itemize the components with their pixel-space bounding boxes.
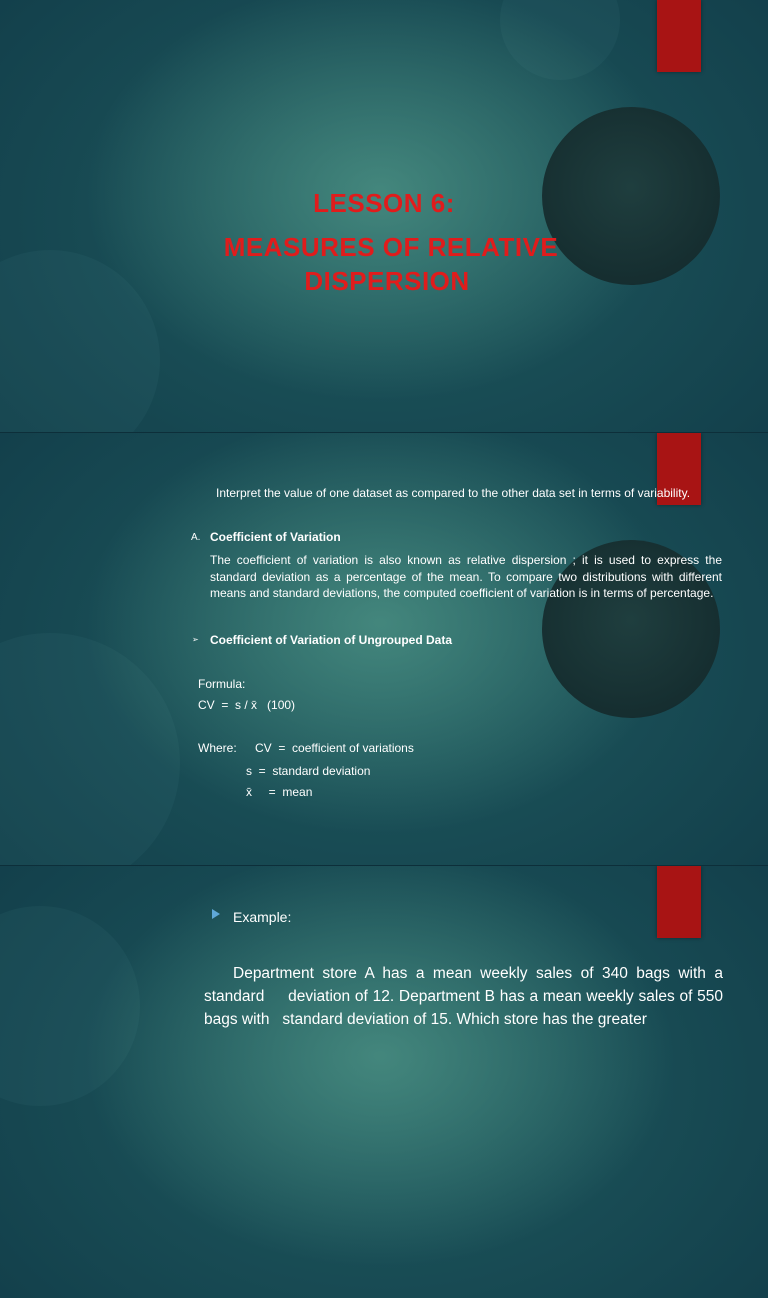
lesson-title-line2: DISPERSION: [304, 266, 470, 296]
bullet-arrow-icon: ➢: [192, 635, 199, 644]
where-item-mean: x̄ = mean: [246, 785, 313, 799]
formula: CV = s / x̄ (100): [198, 698, 296, 712]
lesson-title-line1: MEASURES OF RELATIVE: [223, 232, 559, 262]
intro-text: Interpret the value of one dataset as compared to the other data set in terms of variability.: [216, 486, 691, 500]
bokeh-decoration: [0, 633, 180, 865]
section-marker: A.: [191, 532, 201, 543]
slide-3: [0, 866, 768, 1298]
example-text: Department store A has a mean weekly sales of 340 bags with a standard deviation of 12. Department B has a mean weekly sales of 550 bags with standard deviation of 15. Which store has the greater: [204, 965, 728, 1028]
red-accent-bar: [657, 0, 701, 72]
lesson-number: LESSON 6:: [313, 188, 455, 218]
bokeh-decoration: [500, 0, 620, 80]
slide-2: [0, 433, 768, 865]
bullet-triangle-icon: [212, 909, 220, 919]
example-label: Example:: [233, 909, 292, 925]
red-accent-bar: [657, 866, 701, 938]
bullet-title: Coefficient of Variation of Ungrouped Data: [210, 633, 453, 647]
bokeh-decoration: [0, 906, 140, 1106]
section-title: Coefficient of Variation: [210, 530, 341, 544]
section-paragraph: The coefficient of variation is also known as relative dispersion ; it is used to express the standard deviation as a percentage of the mean. To compare two distributions with different means and standard deviations, the computed coefficient of variation is in terms of percentage.: [210, 553, 722, 600]
formula-label: Formula:: [198, 677, 246, 691]
slide-1: [0, 0, 768, 432]
where-item-s: s = standard deviation: [246, 764, 371, 778]
where-item-cv: CV = coefficient of variations: [255, 741, 414, 755]
where-label: Where:: [198, 741, 237, 755]
